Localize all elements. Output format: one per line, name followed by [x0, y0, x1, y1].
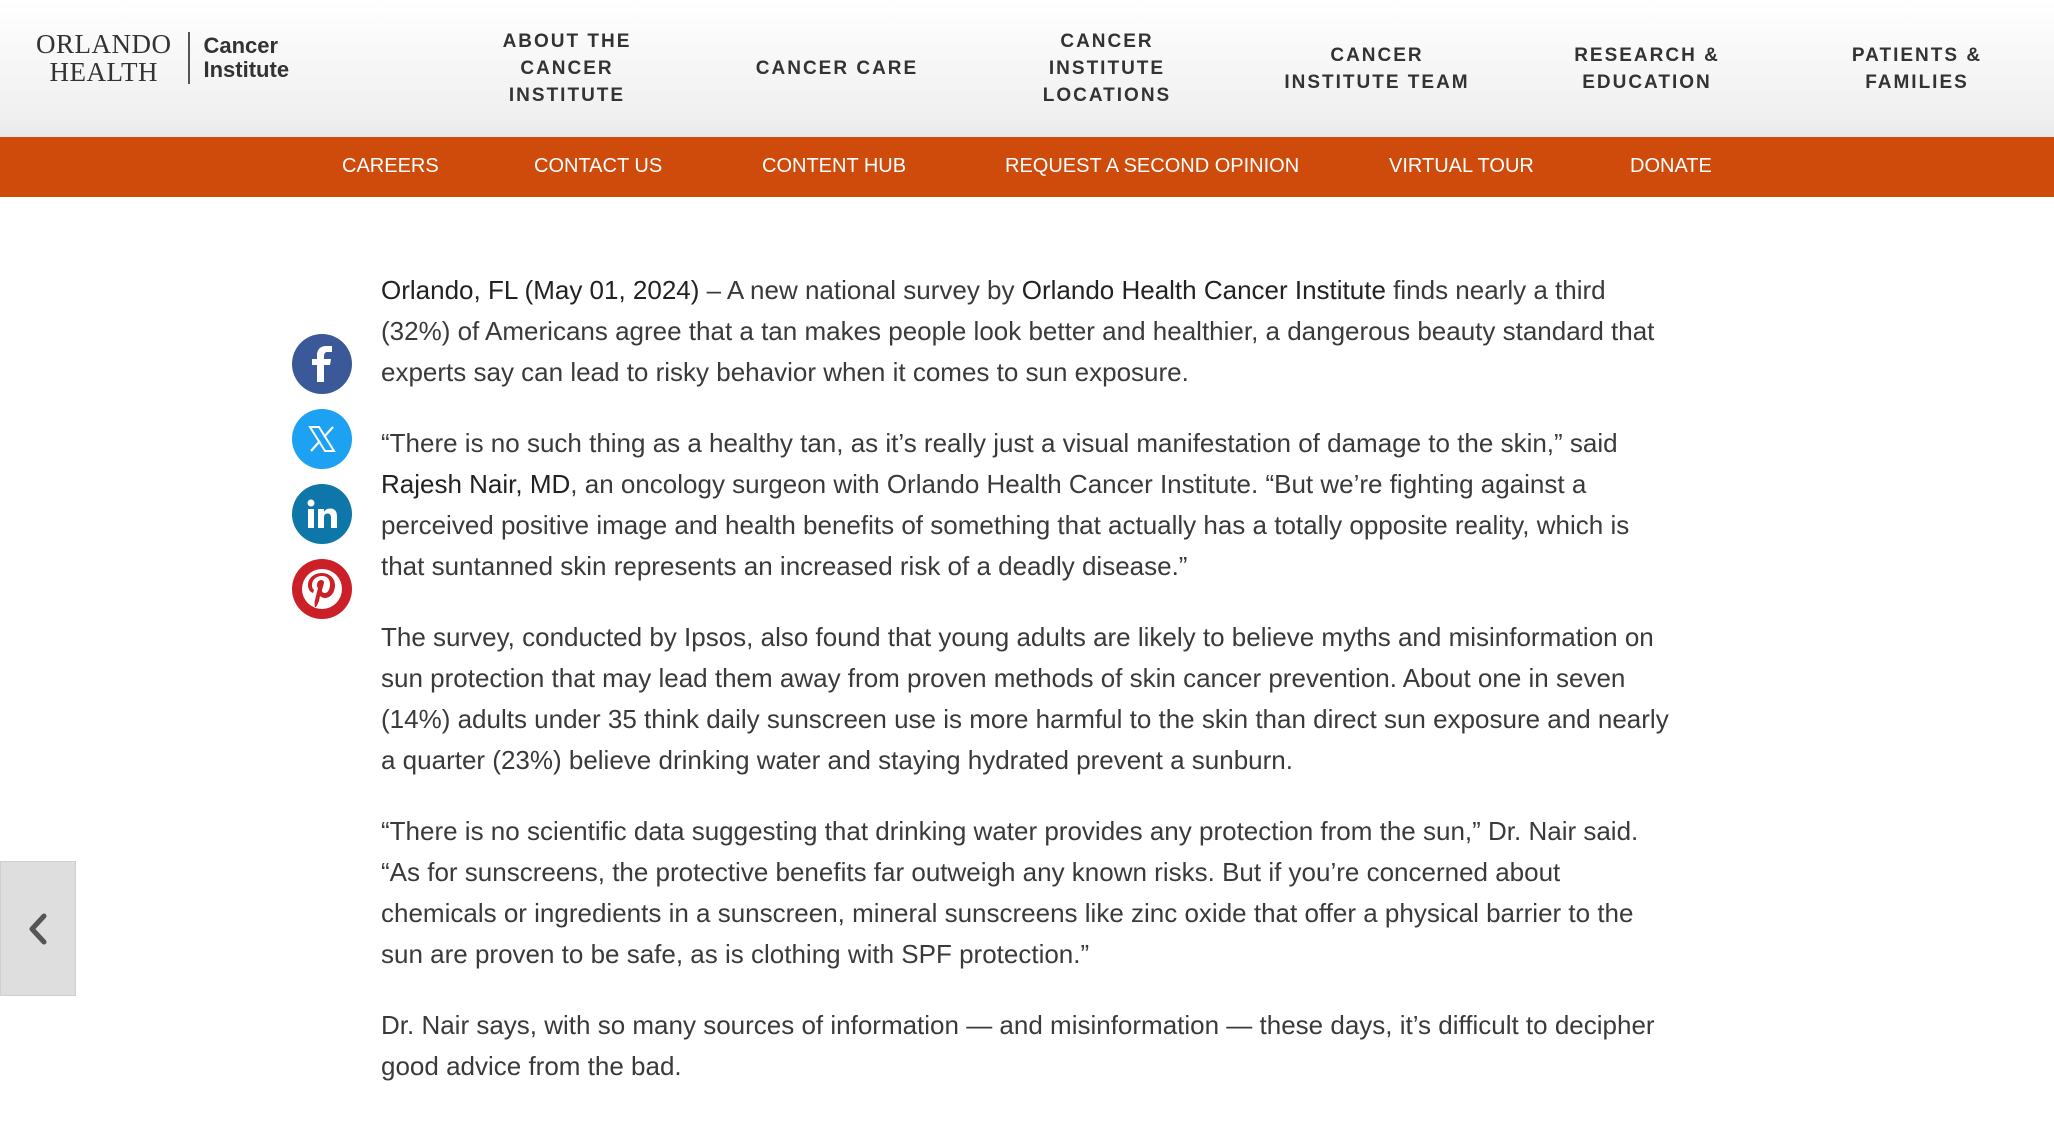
dateline: Orlando, FL (May 01, 2024)	[381, 275, 700, 305]
share-linkedin-button[interactable]	[292, 484, 352, 544]
sub-nav	[0, 137, 2054, 197]
social-share-bar	[292, 334, 352, 634]
nav-item-label: PATIENTS & FAMILIES	[1851, 44, 1983, 93]
previous-article-tab[interactable]	[0, 861, 76, 996]
sub-nav-second-opinion[interactable]: REQUEST A SECOND OPINION	[1005, 155, 1300, 177]
x-twitter-icon	[307, 424, 337, 454]
nav-item-label: RESEARCH & EDUCATION	[1574, 44, 1720, 93]
doctor-link[interactable]: Rajesh Nair, MD	[381, 469, 571, 499]
p2-after: , an oncology surgeon with Orlando Health Cancer Institute. “But we’re fighting against a perceived positive image and health benefits of something that actually has a totally opposite reality, which is that suntanned skin represents an increased risk of a deadly disease.”	[381, 469, 1630, 581]
sub-nav-donate[interactable]: DONATE	[1630, 155, 1712, 177]
article-paragraph-3: The survey, conducted by Ipsos, also found that young adults are likely to believe myths and misinformation on sun protection that may lead them away from proven methods of skin cancer prevention. About one in seven (14%) adults under 35 think daily sunscreen use is more harmful to the skin than direct sun exposure and nearly a quarter (23%) believe drinking water and staying hydrated prevent a sunburn.	[381, 622, 1669, 775]
article-paragraph-1	[381, 270, 1671, 393]
logo-sub-line1: Cancer	[203, 33, 279, 58]
logo-brand-line2: HEALTH	[49, 57, 158, 87]
site-header	[0, 0, 2054, 137]
org-link[interactable]: Orlando Health Cancer Institute	[1021, 275, 1386, 305]
nav-item-cancer-care[interactable]	[702, 0, 972, 137]
pinterest-icon	[292, 559, 352, 619]
article-paragraph-4: “There is no scientific data suggesting that drinking water provides any protection from the sun,” Dr. Nair said. “As for sunscreens, the protective benefits far outweigh any known risks. But if you’re concerned about chemicals or ingredients in a sunscreen, mineral sunscreens like zinc oxide that offer a physical barrier to the sun are proven to be safe, as is clothing with SPF protection.”	[381, 816, 1639, 969]
nav-item-team[interactable]	[1242, 0, 1512, 137]
nav-item-label: CANCER INSTITUTE TEAM	[1284, 44, 1470, 93]
nav-item-patients[interactable]	[1782, 0, 2052, 137]
chevron-left-icon	[27, 912, 49, 946]
nav-item-label: ABOUT THE CANCER INSTITUTE	[502, 31, 632, 106]
logo-brand-line1: ORLANDO	[36, 29, 172, 59]
share-x-button[interactable]	[292, 409, 352, 469]
sub-nav-careers[interactable]: CAREERS	[342, 155, 439, 177]
nav-item-research[interactable]	[1512, 0, 1782, 137]
p2-before: “There is no such thing as a healthy tan, as it’s really just a visual manifestation of damage to the skin,” said	[381, 428, 1618, 458]
orlando-health-logo[interactable]	[36, 30, 289, 86]
share-pinterest-button[interactable]	[292, 559, 352, 619]
nav-item-label: CANCER INSTITUTE LOCATIONS	[1042, 31, 1172, 106]
logo-divider	[188, 32, 190, 84]
article-paragraph-2	[381, 423, 1671, 587]
nav-item-about[interactable]	[432, 0, 702, 137]
article-paragraph-5: Dr. Nair says, with so many sources of information — and misinformation — these days, it’s difficult to decipher good advice from the bad.	[381, 1010, 1655, 1081]
nav-item-locations[interactable]	[972, 0, 1242, 137]
sub-nav-contact-us[interactable]: CONTACT US	[534, 155, 663, 177]
facebook-icon	[307, 346, 337, 382]
logo-subtitle	[204, 34, 290, 82]
sub-nav-virtual-tour[interactable]: VIRTUAL TOUR	[1389, 155, 1534, 177]
logo-sub-line2: Institute	[203, 57, 290, 82]
logo-brand	[36, 30, 172, 86]
linkedin-icon	[306, 499, 338, 529]
p1-dash: – A new national survey by	[699, 275, 1022, 305]
share-facebook-button[interactable]	[292, 334, 352, 394]
p1-rest: finds nearly a third (32%) of Americans agree that a tan makes people look better and healthier, a dangerous beauty standard that experts say can lead to risky behavior when it comes to sun exposure.	[381, 275, 1655, 387]
sub-nav-content-hub[interactable]: CONTENT HUB	[762, 155, 907, 177]
article-body	[381, 270, 1671, 1117]
main-nav	[432, 0, 2054, 137]
nav-item-label: CANCER CARE	[755, 58, 919, 79]
